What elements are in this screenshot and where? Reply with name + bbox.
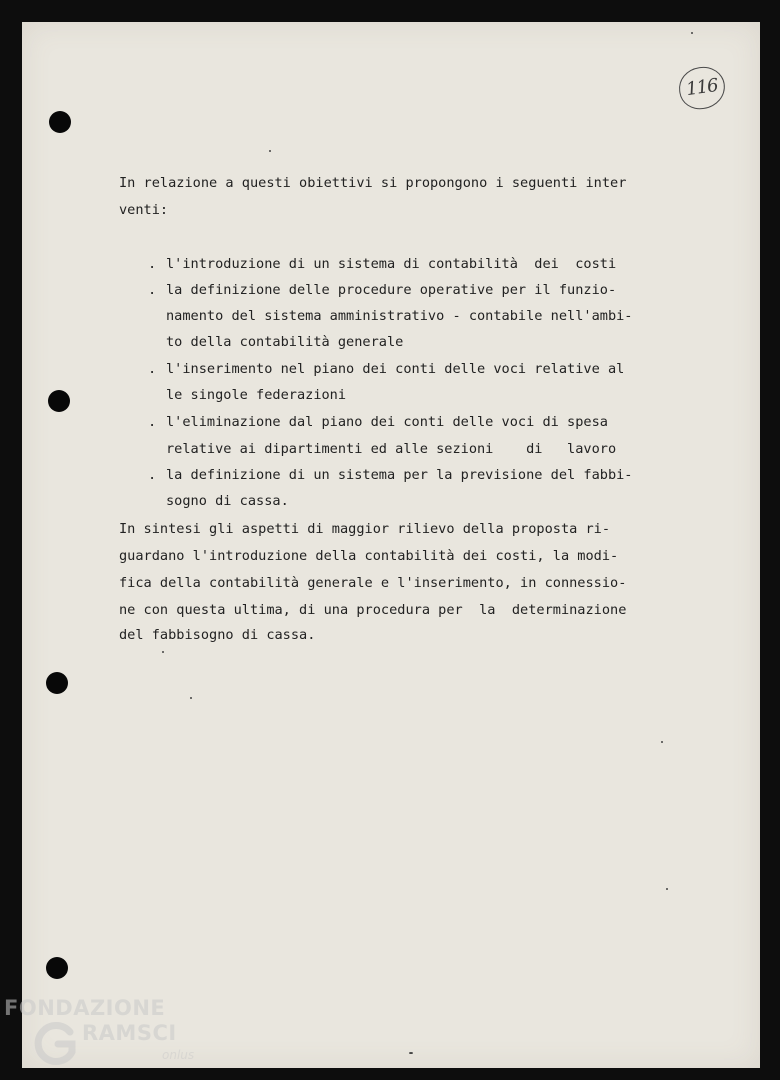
watermark-suffix: onlus (162, 1048, 195, 1062)
summary-line: guardano l'introduzione della contabilità dei costi, la modi- (119, 548, 619, 564)
summary-line: del fabbisogno di cassa. (119, 627, 316, 643)
list-item-line: le singole federazioni (166, 387, 347, 403)
list-item-line: sogno di cassa. (166, 493, 289, 509)
watermark-line-2: RAMSCI (82, 1021, 177, 1045)
list-item-line: la definizione delle procedure operative per il funzio- (166, 282, 617, 298)
intro-line-1: In relazione a questi obiettivi si propongono i seguenti inter (119, 175, 627, 191)
list-bullet: . (148, 467, 157, 483)
paper-speck (666, 888, 668, 890)
list-item-line: namento del sistema amministrativo - contabile nell'ambi- (166, 308, 633, 324)
paper-speck (409, 1052, 413, 1054)
list-item-line: to della contabilità generale (166, 334, 404, 350)
intro-line-2: venti: (119, 202, 169, 218)
paper-speck (691, 32, 693, 34)
paper-speck (162, 651, 164, 653)
punch-hole-1 (49, 111, 71, 133)
fondazione-gramsci-watermark (4, 996, 194, 1076)
punch-hole-3 (46, 672, 68, 694)
punch-hole-2 (48, 390, 70, 412)
list-item-line: relative ai dipartimenti ed alle sezioni di lavoro (166, 441, 617, 457)
list-item-line: l'inserimento nel piano dei conti delle voci relative al (166, 361, 625, 377)
paper-speck (190, 697, 192, 699)
summary-line: ne con questa ultima, di una procedura per la determinazione (119, 602, 627, 618)
gramsci-g-logo-icon (32, 1018, 82, 1068)
list-item-line: l'introduzione di un sistema di contabilità dei costi (166, 256, 617, 272)
summary-line: In sintesi gli aspetti di maggior rilievo della proposta ri- (119, 521, 611, 537)
list-bullet: . (148, 256, 157, 272)
list-item-line: la definizione di un sistema per la previsione del fabbi- (166, 467, 633, 483)
watermark-line-1: FONDAZIONE (4, 996, 166, 1020)
paper-speck (661, 741, 663, 743)
summary-line: fica della contabilità generale e l'inserimento, in connessio- (119, 575, 627, 591)
punch-hole-4 (46, 957, 68, 979)
paper-speck (269, 150, 271, 152)
list-item-line: l'eliminazione dal piano dei conti delle voci di spesa (166, 414, 608, 430)
list-bullet: . (148, 282, 157, 298)
handwritten-page-number: 116 (676, 64, 727, 112)
list-bullet: . (148, 361, 157, 377)
list-bullet: . (148, 414, 157, 430)
